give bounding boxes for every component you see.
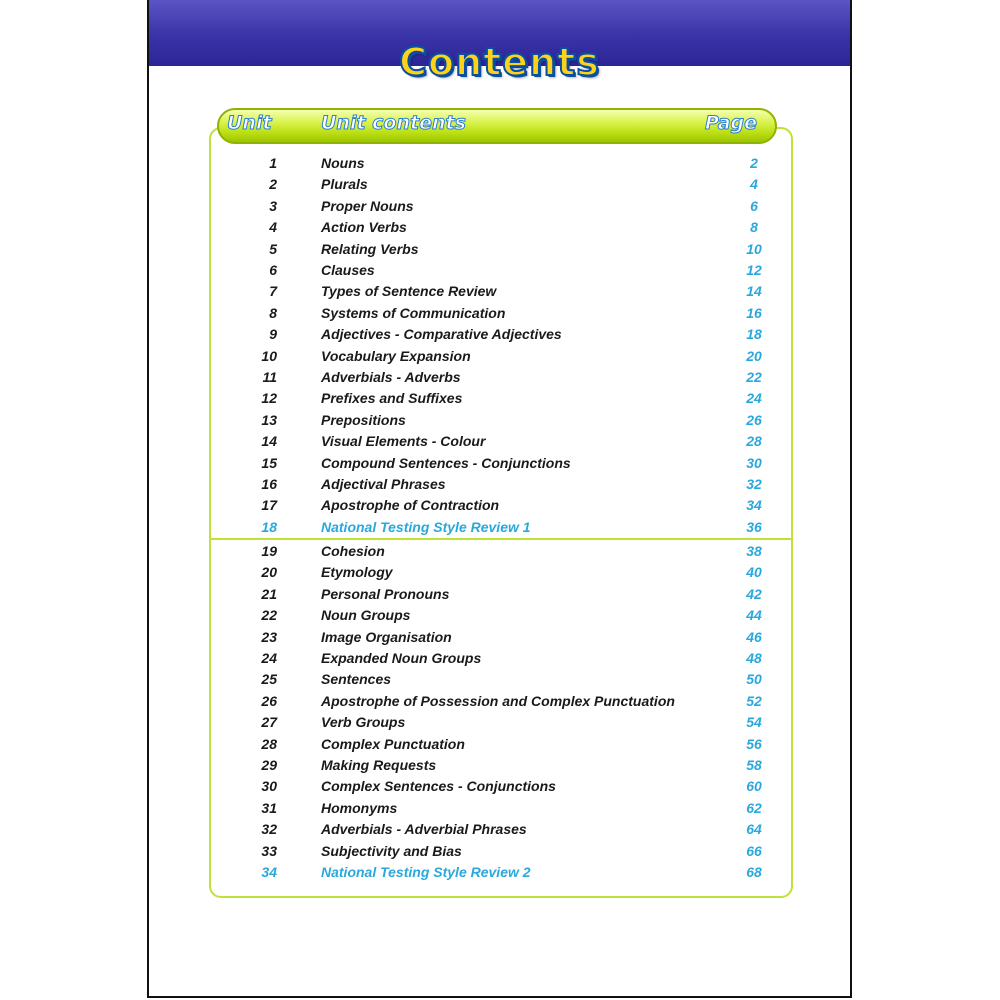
- unit-topic: Types of Sentence Review: [321, 283, 497, 300]
- unit-number: 30: [261, 778, 277, 795]
- toc-row: [209, 305, 793, 325]
- page-number: 28: [746, 433, 762, 450]
- unit-topic: Complex Punctuation: [321, 735, 465, 752]
- toc-row: [209, 390, 793, 410]
- page-number: 68: [746, 864, 762, 880]
- toc-row: [209, 864, 793, 884]
- unit-topic: Subjectivity and Bias: [321, 842, 462, 859]
- unit-number: 1: [269, 155, 277, 171]
- unit-topic: Apostrophe of Contraction: [321, 497, 500, 514]
- unit-topic: Personal Pronouns: [321, 585, 450, 602]
- unit-topic: Sentences: [321, 671, 392, 688]
- toc-header-bar: [217, 108, 777, 144]
- toc-row: [209, 176, 793, 196]
- toc-row: [209, 564, 793, 584]
- header-page: Page: [705, 112, 758, 134]
- page-number: 64: [746, 821, 762, 838]
- unit-topic: Expanded Noun Groups: [321, 650, 482, 666]
- unit-number: 17: [261, 497, 277, 514]
- page-number: 60: [746, 778, 762, 795]
- unit-number: 16: [261, 476, 277, 492]
- unit-topic: Noun Groups: [321, 607, 411, 624]
- page-number: 20: [746, 347, 762, 364]
- page-number: 38: [746, 543, 762, 559]
- page-number: 66: [746, 842, 762, 859]
- toc-row: [209, 241, 793, 261]
- toc-row: [209, 326, 793, 346]
- unit-number: 13: [261, 411, 277, 428]
- unit-number: 15: [261, 454, 277, 471]
- toc-row: [209, 843, 793, 863]
- page-number: 34: [746, 497, 762, 514]
- unit-number: 25: [261, 671, 277, 688]
- page-number: 62: [746, 799, 762, 816]
- toc-row: [209, 671, 793, 691]
- toc-row: [209, 800, 793, 820]
- toc-row: [209, 262, 793, 282]
- unit-topic: Nouns: [321, 155, 365, 171]
- unit-number: 5: [269, 240, 277, 257]
- toc-row: [209, 586, 793, 606]
- unit-topic: Making Requests: [321, 757, 437, 773]
- unit-topic: Adjectival Phrases: [321, 476, 446, 492]
- unit-number: 32: [261, 821, 277, 838]
- unit-topic: Relating Verbs: [321, 240, 419, 257]
- unit-number: 11: [262, 369, 277, 385]
- page-number: 40: [746, 564, 762, 581]
- toc-row: [209, 543, 793, 563]
- unit-number: 6: [269, 262, 277, 278]
- unit-number: 24: [261, 650, 277, 666]
- toc-row: [209, 607, 793, 627]
- unit-number: 2: [269, 176, 277, 193]
- page-number: 18: [746, 326, 762, 343]
- page-number: 32: [746, 476, 762, 492]
- toc-row: [209, 821, 793, 841]
- page-number: 52: [746, 692, 762, 709]
- unit-topic: Image Organisation: [321, 628, 452, 645]
- unit-topic: Compound Sentences - Conjunctions: [321, 454, 571, 471]
- page-title: Contents: [399, 40, 600, 84]
- unit-number: 31: [261, 799, 277, 816]
- toc-row: [209, 412, 793, 432]
- page-number: 24: [746, 390, 762, 407]
- unit-number: 33: [261, 842, 277, 859]
- unit-topic: Verb Groups: [321, 714, 406, 731]
- toc-row: [209, 283, 793, 303]
- page-number: 48: [746, 650, 762, 666]
- page-number: 30: [746, 454, 762, 471]
- toc-row: [209, 736, 793, 756]
- toc-row: [209, 219, 793, 239]
- unit-number: 7: [269, 283, 277, 300]
- toc-row: [209, 198, 793, 218]
- page-number: 58: [746, 757, 762, 773]
- toc-row: [209, 433, 793, 453]
- page-number: 42: [746, 585, 762, 602]
- unit-topic: Homonyms: [321, 799, 398, 816]
- page-number: 26: [746, 411, 762, 428]
- unit-number: 27: [261, 714, 277, 731]
- page-number: 56: [746, 735, 762, 752]
- toc-row: [209, 497, 793, 517]
- unit-topic: Cohesion: [321, 543, 385, 559]
- toc-row: [209, 476, 793, 496]
- unit-number: 21: [261, 585, 277, 602]
- unit-number: 9: [269, 326, 277, 343]
- toc-row: [209, 778, 793, 798]
- unit-number: 28: [261, 735, 277, 752]
- unit-number: 34: [261, 864, 277, 880]
- header-unit-contents: Unit contents: [321, 112, 466, 134]
- page-number: 16: [746, 304, 762, 321]
- page-number: 54: [746, 714, 762, 731]
- unit-number: 20: [261, 564, 277, 581]
- unit-topic: Visual Elements - Colour: [321, 433, 486, 450]
- toc-row: [209, 650, 793, 670]
- toc-row: [209, 369, 793, 389]
- page-number: 36: [746, 518, 762, 535]
- unit-number: 10: [261, 347, 277, 364]
- unit-number: 8: [269, 304, 277, 321]
- unit-number: 19: [261, 543, 277, 559]
- unit-number: 14: [261, 433, 277, 450]
- unit-topic: National Testing Style Review 2: [321, 864, 531, 880]
- unit-topic: Clauses: [321, 262, 375, 278]
- contents-page: [147, 0, 852, 998]
- unit-topic: Action Verbs: [321, 219, 407, 236]
- page-number: 44: [746, 607, 762, 624]
- unit-topic: Adverbials - Adverbial Phrases: [321, 821, 527, 838]
- page-number: 22: [746, 369, 762, 385]
- unit-topic: Adverbials - Adverbs: [321, 369, 461, 385]
- unit-number: 23: [261, 628, 277, 645]
- toc-row: [209, 155, 793, 175]
- page-number: 10: [746, 240, 762, 257]
- page-number: 2: [750, 155, 758, 171]
- unit-topic: Plurals: [321, 176, 368, 193]
- unit-number: 29: [261, 757, 277, 773]
- page-number: 50: [746, 671, 762, 688]
- unit-topic: Prepositions: [321, 411, 406, 428]
- page-number: 4: [750, 176, 758, 193]
- toc-row: [209, 714, 793, 734]
- page-number: 14: [746, 283, 762, 300]
- unit-number: 22: [261, 607, 277, 624]
- toc-row: [209, 757, 793, 777]
- unit-number: 3: [269, 197, 277, 214]
- toc-row: [209, 629, 793, 649]
- unit-topic: Prefixes and Suffixes: [321, 390, 463, 407]
- unit-number: 4: [269, 219, 277, 236]
- unit-topic: Etymology: [321, 564, 393, 581]
- unit-number: 12: [261, 390, 277, 407]
- header-unit: Unit: [227, 112, 272, 134]
- toc-row: [209, 455, 793, 475]
- page-number: 6: [750, 197, 758, 214]
- page-number: 46: [746, 628, 762, 645]
- unit-number: 26: [261, 692, 277, 709]
- toc-row: [209, 348, 793, 368]
- unit-topic: Adjectives - Comparative Adjectives: [321, 326, 562, 343]
- unit-topic: Proper Nouns: [321, 197, 414, 214]
- unit-topic: National Testing Style Review 1: [321, 518, 531, 535]
- unit-number: 18: [261, 518, 277, 535]
- unit-topic: Complex Sentences - Conjunctions: [321, 778, 556, 795]
- toc-row: [209, 693, 793, 713]
- unit-topic: Apostrophe of Possession and Complex Punctuation: [321, 692, 675, 709]
- unit-topic: Vocabulary Expansion: [321, 347, 471, 364]
- unit-topic: Systems of Communication: [321, 304, 506, 321]
- page-number: 8: [750, 219, 758, 236]
- page-number: 12: [746, 262, 762, 278]
- toc-row: [209, 519, 793, 539]
